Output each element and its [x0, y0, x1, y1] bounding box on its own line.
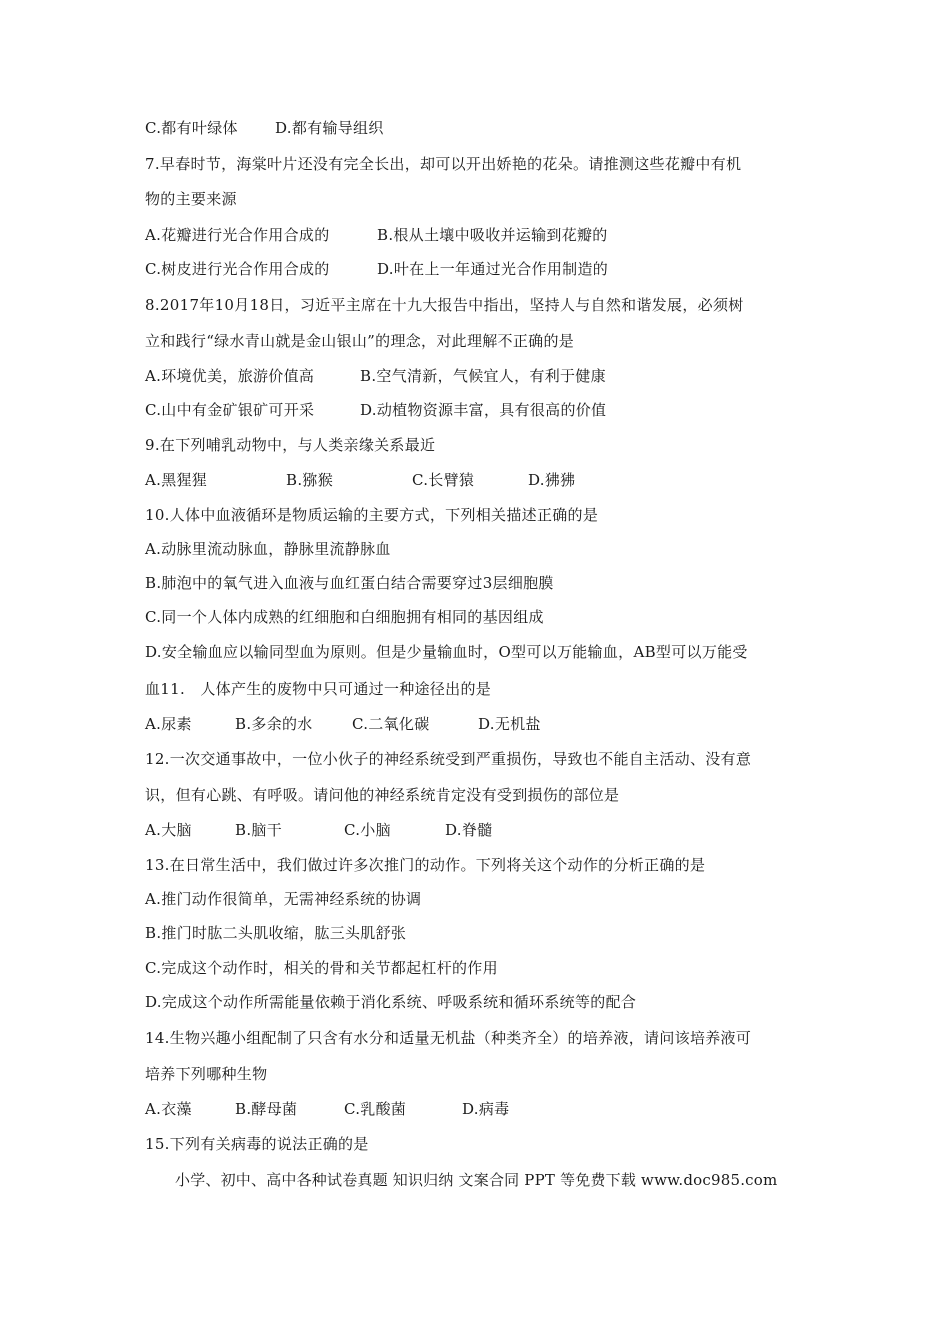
q7-option-d: D.叶在上一年通过光合作用制造的 — [377, 260, 609, 278]
q12-option-c: C.小脑 — [344, 821, 391, 839]
q13-option-b: B.推门时肱二头肌收缩，肱三头肌舒张 — [145, 924, 407, 942]
q10-option-d-line-1: D.安全输血应以输同型血为原则。但是少量输血时，O型可以万能输血，AB型可以万能受 — [145, 643, 748, 661]
q6-option-c: C.都有叶绿体 — [145, 119, 238, 137]
q13-option-d: D.完成这个动作所需能量依赖于消化系统、呼吸系统和循环系统等的配合 — [145, 993, 637, 1011]
page-footer: 小学、初中、高中各种试卷真题 知识归纳 文案合同 PPT 等免费下载 www.doc985.com — [175, 1171, 778, 1189]
q8-option-c: C.山中有金矿银矿可开采 — [145, 401, 315, 419]
q8-option-b: B.空气清新，气候宜人，有利于健康 — [360, 367, 606, 385]
q12-option-d: D.脊髓 — [445, 821, 493, 839]
q9-stem: 9.在下列哺乳动物中，与人类亲缘关系最近 — [145, 436, 436, 454]
q12-option-a: A.大脑 — [145, 821, 192, 839]
q11-option-b: B.多余的水 — [235, 715, 313, 733]
q9-option-a: A.黑猩猩 — [145, 471, 208, 489]
q10-option-a: A.动脉里流动脉血，静脉里流静脉血 — [145, 540, 391, 558]
q10-option-b: B.肺泡中的氧气进入血液与血红蛋白结合需要穿过3层细胞膜 — [145, 574, 554, 592]
q11-option-c: C.二氧化碳 — [352, 715, 430, 733]
q7-stem-line-2: 物的主要来源 — [145, 190, 237, 208]
q7-option-a: A.花瓣进行光合作用合成的 — [145, 226, 330, 244]
q8-option-a: A.环境优美，旅游价值高 — [145, 367, 315, 385]
q13-option-c: C.完成这个动作时，相关的骨和关节都起杠杆的作用 — [145, 959, 498, 977]
q14-option-d: D.病毒 — [462, 1100, 510, 1118]
q9-option-c: C.长臂猿 — [412, 471, 475, 489]
q6-option-d: D.都有输导组织 — [275, 119, 384, 137]
q14-option-a: A.衣藻 — [145, 1100, 192, 1118]
q15-stem: 15.下列有关病毒的说法正确的是 — [145, 1135, 369, 1153]
q9-option-d: D.狒狒 — [528, 471, 576, 489]
q10-stem: 10.人体中血液循环是物质运输的主要方式，下列相关描述正确的是 — [145, 506, 599, 524]
q7-option-b: B.根从土壤中吸收并运输到花瓣的 — [377, 226, 608, 244]
q13-option-a: A.推门动作很简单，无需神经系统的协调 — [145, 890, 422, 908]
q11-option-d: D.无机盐 — [478, 715, 541, 733]
q10-option-c: C.同一个人体内成熟的红细胞和白细胞拥有相同的基因组成 — [145, 608, 544, 626]
q7-stem-line-1: 7.早春时节，海棠叶片还没有完全长出，却可以开出娇艳的花朵。请推测这些花瓣中有机 — [145, 155, 742, 173]
q8-stem-line-2: 立和践行“绿水青山就是金山银山”的理念，对此理解不正确的是 — [145, 332, 575, 350]
q13-stem: 13.在日常生活中，我们做过许多次推门的动作。下列将关这个动作的分析正确的是 — [145, 856, 706, 874]
q12-stem-line-1: 12.一次交通事故中，一位小伙子的神经系统受到严重损伤，导致也不能自主活动、没有意 — [145, 750, 752, 768]
q10-option-d-line-2-q11-stem: 血11. 人体产生的废物中只可通过一种途径出的是 — [145, 680, 492, 698]
q14-stem-line-2: 培养下列哪种生物 — [145, 1065, 268, 1083]
q14-option-b: B.酵母菌 — [235, 1100, 298, 1118]
q12-option-b: B.脑干 — [235, 821, 282, 839]
q8-stem-line-1: 8.2017年10月18日，习近平主席在十九大报告中指出，坚持人与自然和谐发展，必须树 — [145, 296, 744, 314]
q7-option-c: C.树皮进行光合作用合成的 — [145, 260, 330, 278]
q8-option-d: D.动植物资源丰富，具有很高的价值 — [360, 401, 607, 419]
q11-option-a: A.尿素 — [145, 715, 192, 733]
q14-stem-line-1: 14.生物兴趣小组配制了只含有水分和适量无机盐（种类齐全）的培养液，请问该培养液可 — [145, 1029, 752, 1047]
q9-option-b: B.猕猴 — [286, 471, 333, 489]
q12-stem-line-2: 识，但有心跳、有呼吸。请问他的神经系统肯定没有受到损伤的部位是 — [145, 786, 620, 804]
q14-option-c: C.乳酸菌 — [344, 1100, 407, 1118]
